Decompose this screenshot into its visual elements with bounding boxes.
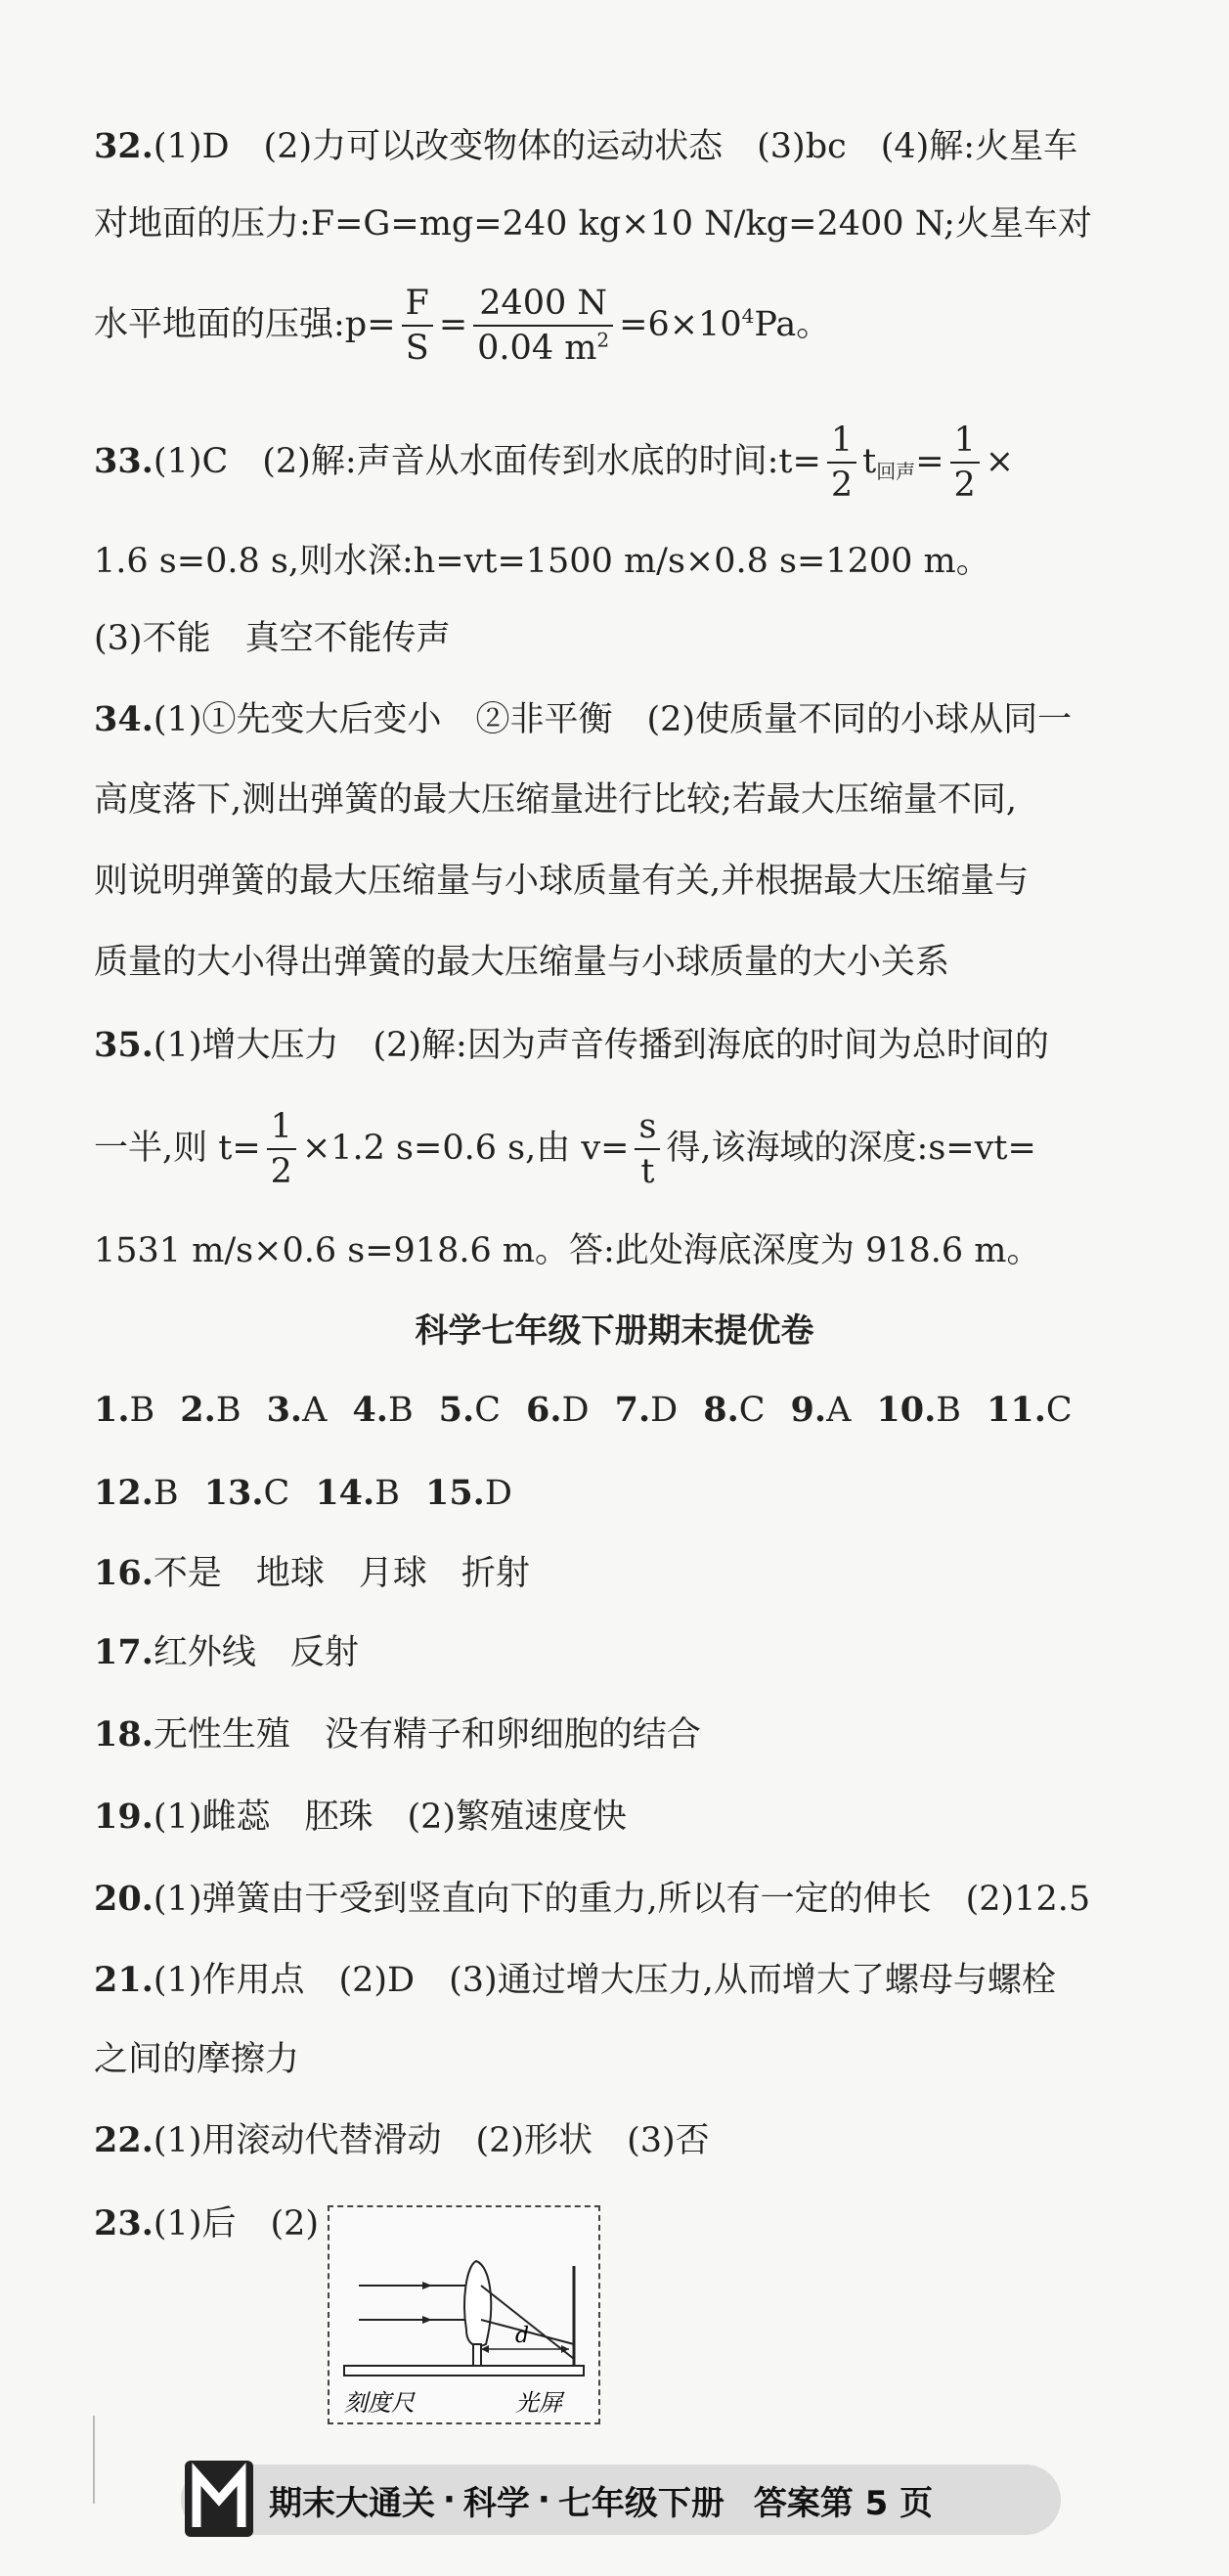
mc-number: 10. (876, 1390, 937, 1430)
q34-line3: 则说明弹簧的最大压缩量与小球质量有关,并根据最大压缩量与 (94, 862, 1030, 901)
footer-subject: 科学 (462, 2483, 530, 2523)
mc-answer (791, 1391, 852, 1430)
q20: 20.(1)弹簧由于受到竖直向下的重力,所以有一定的伸长 (2)12.5 (94, 1879, 1091, 1919)
mc-number: 13. (203, 1473, 264, 1513)
q33-line2: 1.6 s=0.8 s,则水深:h=vt=1500 m/s×0.8 s=1200 m。 (94, 542, 990, 581)
mc-choice: B (374, 1474, 400, 1513)
mc-choice: B (129, 1391, 155, 1430)
mc-choice: C (1045, 1391, 1073, 1430)
mc-row-2 (94, 1472, 1161, 1516)
mc-number: 9. (790, 1390, 827, 1430)
mc-choice: D (484, 1474, 512, 1513)
mc-number: 1. (94, 1390, 130, 1430)
fraction-f-over-s: $\frac{F}{S}$ (402, 284, 433, 369)
q33-line3: (3)不能 真空不能传声 (94, 619, 451, 658)
d-label: d (515, 2324, 530, 2348)
mc-number: 14. (315, 1473, 375, 1513)
q19: 19.(1)雌蕊 胚珠 (2)繁殖速度快 (94, 1797, 628, 1837)
screen-label: 光屏 (515, 2389, 562, 2417)
mc-answer (615, 1391, 679, 1430)
mc-answer (94, 1474, 179, 1513)
fraction-pressure: $\frac{2400 N}{0.04 m^2}$ (473, 284, 613, 369)
mc-answer (180, 1391, 241, 1430)
mc-number: 6. (526, 1390, 562, 1430)
mc-number: 12. (94, 1473, 154, 1513)
q35-line2: 一半,则 t= $\frac{1}{2}$ ×1.2 s=0.6 s,由 v= $\frac{s}{t}$ 得,该海域的深度:s=vt= (94, 1107, 1036, 1192)
q35-number: 35. (94, 1025, 154, 1065)
mc-choice: B (936, 1391, 962, 1430)
arrow-icon (422, 2316, 432, 2324)
mc-choice: B (215, 1391, 241, 1430)
q34-line2: 高度落下,测出弹簧的最大压缩量进行比较;若最大压缩量不同, (94, 780, 1018, 820)
mc-number: 15. (424, 1473, 485, 1513)
q16: 16.不是 地球 月球 折射 (94, 1553, 530, 1593)
margin-divider (93, 2416, 95, 2504)
mc-answer (876, 1391, 961, 1430)
mc-number: 3. (266, 1390, 303, 1430)
q22: 22.(1)用滚动代替滑动 (2)形状 (3)否 (94, 2120, 710, 2160)
fraction-half-q35: $\frac{1}{2}$ (267, 1107, 296, 1192)
section-title: 科学七年级下册期末提优卷 (415, 1311, 814, 1351)
footer-grade: 七年级下册 (557, 2483, 724, 2523)
logo-icon (181, 2453, 257, 2543)
mc-choice: B (153, 1474, 179, 1513)
mc-choice: C (263, 1474, 290, 1513)
q35-line1: 35.(1)增大压力 (2)解:因为声音传播到海底的时间为总时间的 (94, 1025, 1049, 1065)
mc-answer (94, 1391, 154, 1430)
fraction-half: $\frac{1}{2}$ (827, 421, 856, 506)
mc-number: 5. (438, 1390, 475, 1430)
fraction-s-over-t: $\frac{s}{t}$ (635, 1107, 660, 1192)
q34-number: 34. (94, 699, 154, 739)
mc-choice: D (650, 1391, 679, 1430)
arrow-icon (422, 2282, 432, 2289)
mc-number: 8. (703, 1390, 739, 1430)
fraction-half-2: $\frac{1}{2}$ (950, 421, 980, 506)
q32-line3: 水平地面的压强:p= $\frac{F}{S}$ = $\frac{2400 N}{0.04 m^2}$ $=6\times 10^4Pa$。 (94, 284, 831, 369)
q32-number: 32. (94, 126, 154, 166)
mc-choice: C (474, 1391, 501, 1430)
mc-answer (439, 1391, 501, 1430)
footer-title: 期末大通关 (269, 2483, 435, 2523)
mc-choice: D (561, 1391, 590, 1430)
q21-line2: 之间的摩擦力 (94, 2040, 300, 2079)
mc-answer (425, 1474, 512, 1513)
lens-diagram-svg (329, 2207, 598, 2422)
q33-line1: 33.(1)C (2)解:声音从水面传到水底的时间:t= $\frac{1}{2}$ $t_{回声}=$ $\frac{1}{2}$ × (94, 421, 1015, 506)
mc-number: 2. (180, 1390, 216, 1430)
mc-answer (526, 1391, 590, 1430)
q32-line2: 对地面的压力:F=G=mg=240 kg×10 N/kg=2400 N;火星车对 (94, 204, 1092, 244)
mc-answer (204, 1474, 290, 1513)
mc-number: 7. (614, 1390, 651, 1430)
ruler-shape (344, 2366, 584, 2376)
mc-answer (703, 1391, 765, 1430)
q34-line1: 34.(1)①先变大后变小 ②非平衡 (2)使质量不同的小球从同一 (94, 699, 1073, 739)
ruler-label: 刻度尺 (344, 2389, 415, 2417)
footer-page: 答案第 5 页 (753, 2483, 934, 2523)
lens-shape (464, 2261, 491, 2346)
mc-choice: C (738, 1391, 766, 1430)
q23: 23.(1)后 (2) (94, 2203, 320, 2243)
q21-line1: 21.(1)作用点 (2)D (3)通过增大压力,从而增大了螺母与螺栓 (94, 1960, 1056, 2000)
mc-answer (315, 1474, 400, 1513)
mc-choice: A (826, 1391, 852, 1430)
mc-number: 4. (352, 1390, 388, 1430)
footer-banner: 期末大通关 · 科学 · 七年级下册 答案第 5 页 (181, 2465, 1061, 2535)
q35-line3: 1531 m/s×0.6 s=918.6 m。答:此处海底深度为 918.6 m。 (94, 1231, 1041, 1270)
mc-answer (987, 1391, 1073, 1430)
mc-number: 11. (987, 1390, 1046, 1430)
lens-diagram (328, 2205, 600, 2424)
mc-choice: B (387, 1391, 414, 1430)
q17: 17.红外线 反射 (94, 1632, 359, 1672)
q32-line1: 32.(1)D (2)力可以改变物体的运动状态 (3)bc (4)解:火星车 (94, 126, 1078, 166)
mc-choice: A (302, 1391, 328, 1430)
q34-line4: 质量的大小得出弹簧的最大压缩量与小球质量的大小关系 (94, 943, 950, 982)
q33-number: 33. (94, 440, 154, 481)
q18: 18.无性生殖 没有精子和卵细胞的结合 (94, 1714, 701, 1754)
mc-answer (352, 1391, 413, 1430)
mc-answer (267, 1391, 328, 1430)
mc-row-1 (94, 1389, 1161, 1433)
lens-stand (473, 2344, 481, 2366)
